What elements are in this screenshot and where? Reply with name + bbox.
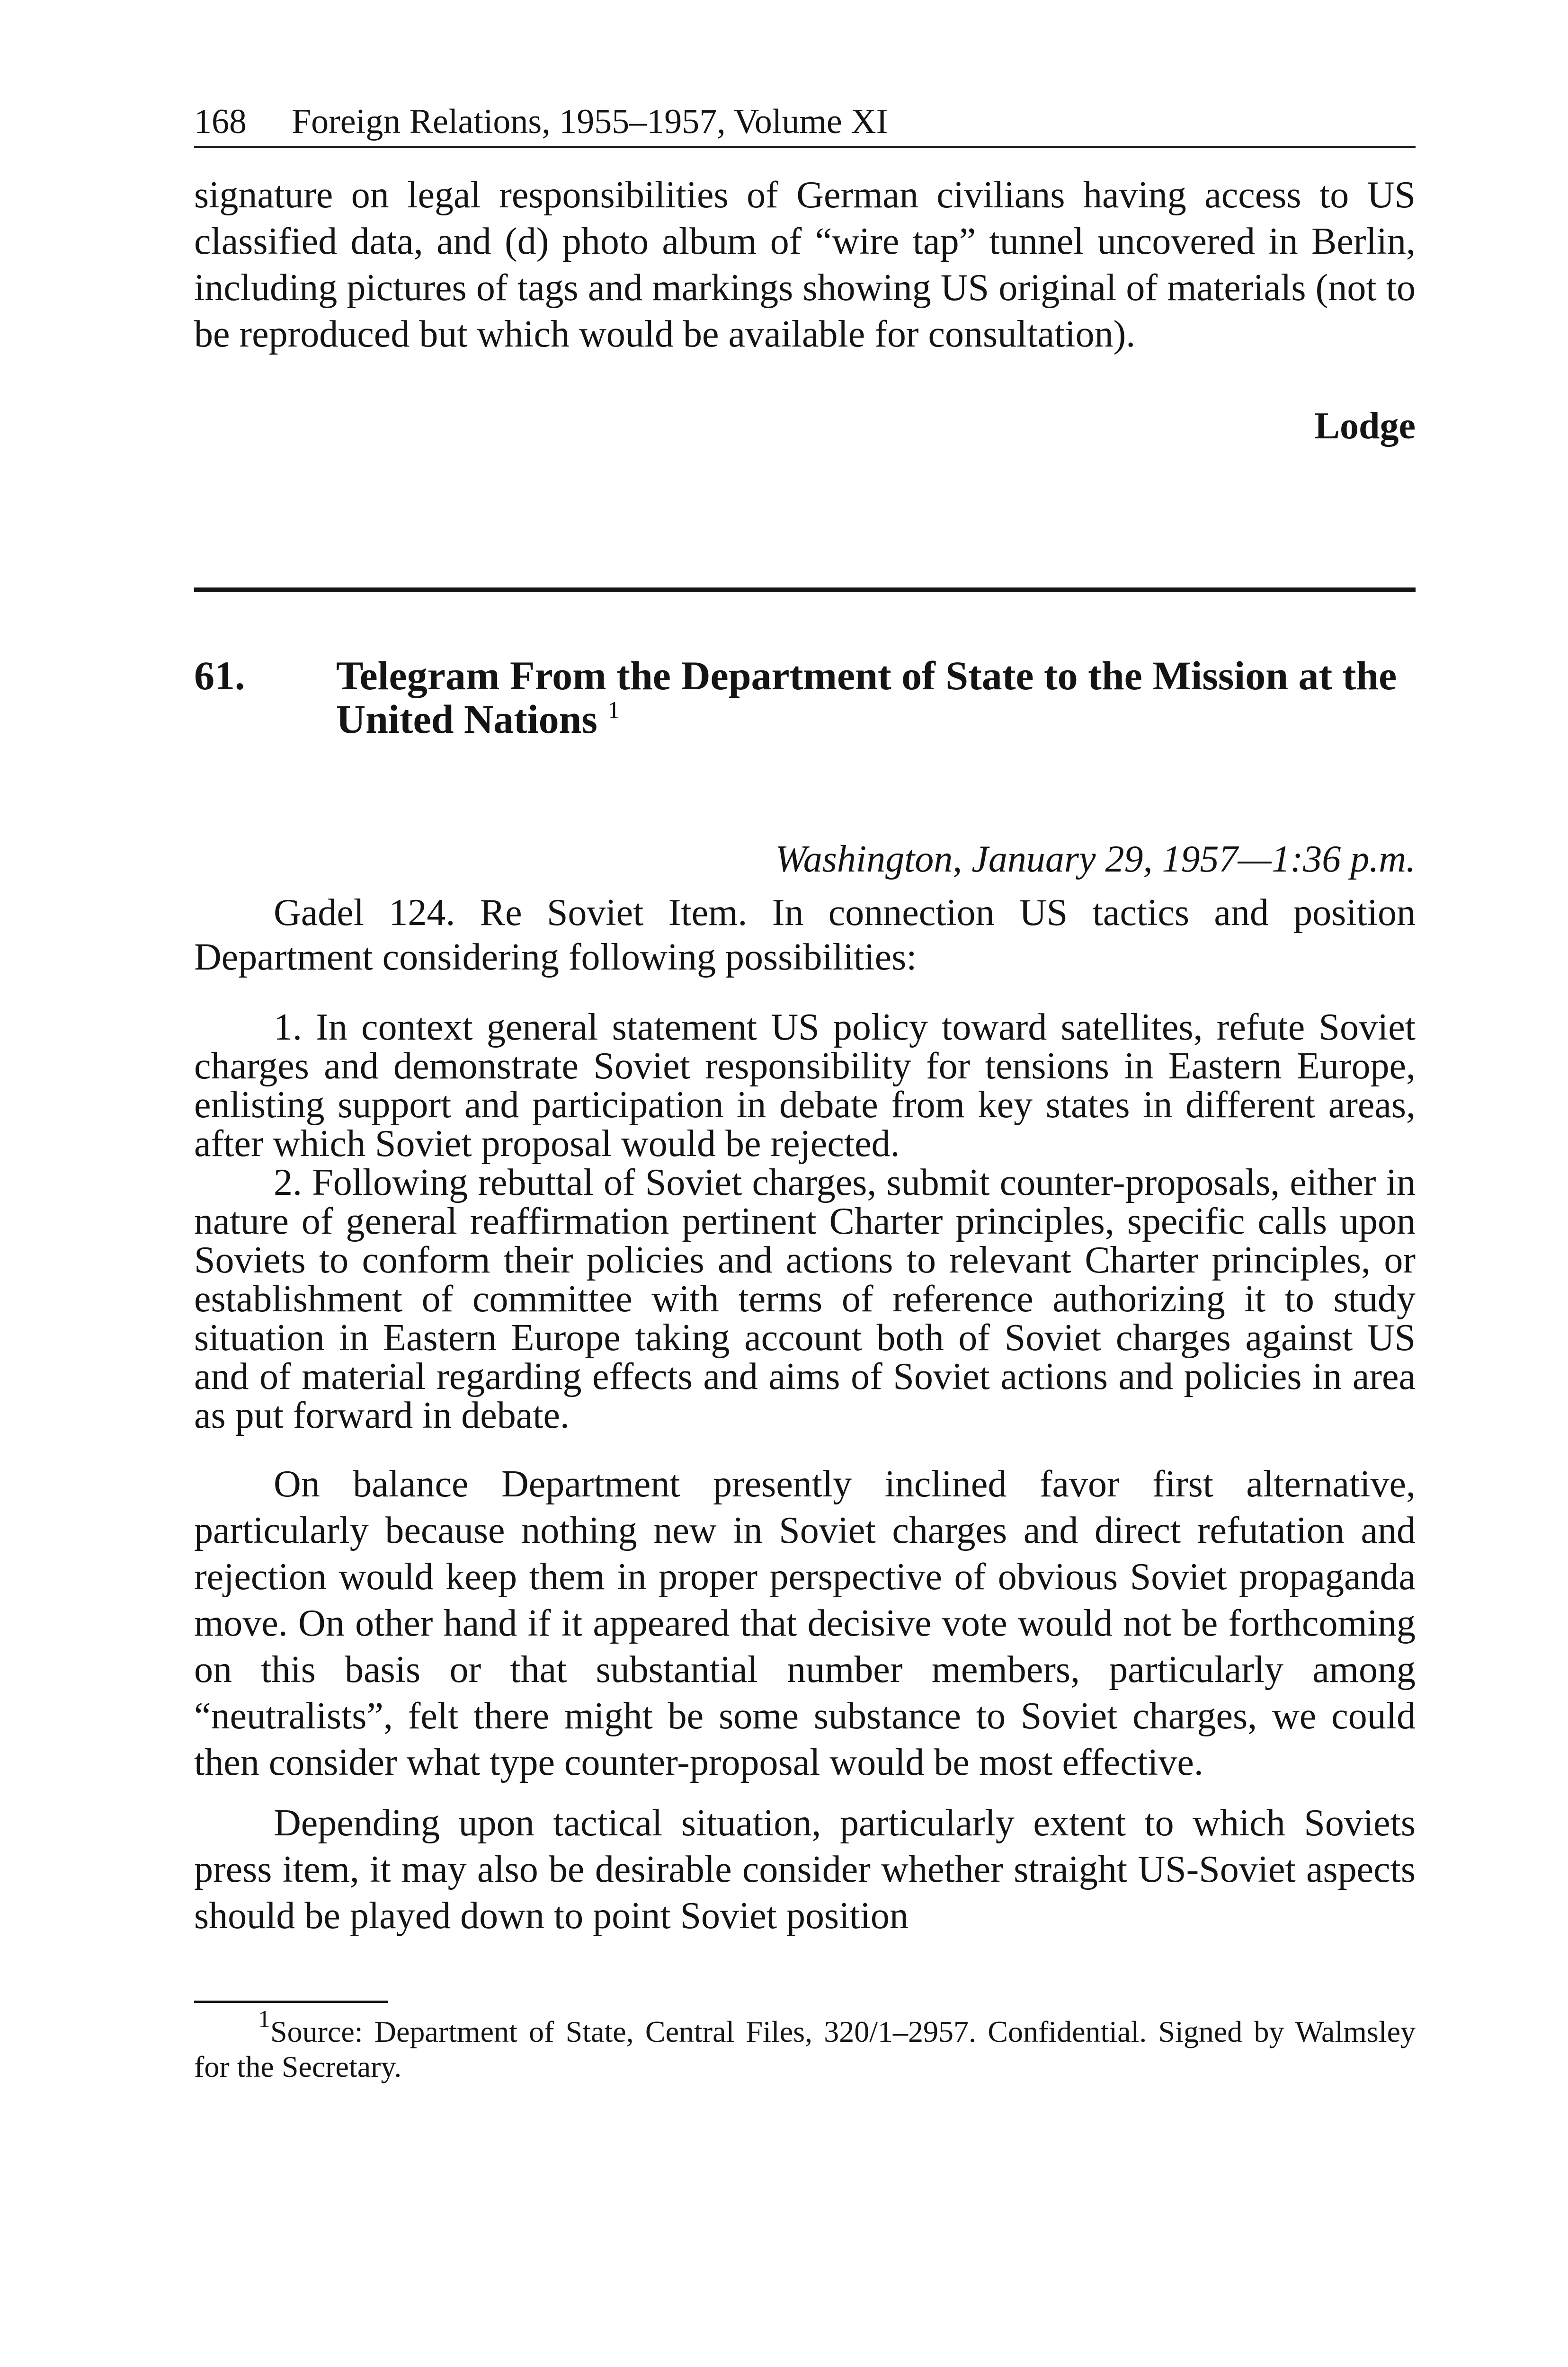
document-heading xyxy=(194,654,1416,741)
footnote-reference: 1 xyxy=(607,696,620,724)
page-number: 168 xyxy=(194,102,247,141)
footnote xyxy=(194,2005,1416,2084)
running-title: Foreign Relations, 1955–1957, Volume XI xyxy=(292,102,888,141)
footnote-rule xyxy=(194,2001,388,2003)
paragraph-option-2: 2. Following rebuttal of Soviet charges, submit counter-proposals, either in nature of general reaffirmation pertinent Charter principles, specific calls upon Soviets to conform their policies and actions to relevant Charter principles, or establishment of committee with terms of reference authorizing it to study situation in Eastern Europe taking account both of Soviet charges against US and of material regarding effects and aims of Soviet actions and policies in area as put forward in debate. xyxy=(194,1162,1416,1436)
footnote-marker: 1 xyxy=(258,2005,270,2033)
section-divider xyxy=(194,587,1416,592)
document-number: 61. xyxy=(194,653,245,698)
paragraph-tactical: Depending upon tactical situation, particularly extent to which Soviets press item, it may also be desirable consider whether straight US-Soviet aspects should be played down to point Soviet position xyxy=(194,1802,1416,1937)
paragraph-intro: Gadel 124. Re Soviet Item. In connection US tactics and position Department considering following possibilities: xyxy=(194,892,1416,978)
running-head xyxy=(194,104,1416,148)
document-page xyxy=(194,104,1416,2115)
document-title: Telegram From the Department of State to the Mission at the United Nations xyxy=(336,653,1397,742)
footnote-text: Source: Department of State, Central Files, 320/1–2957. Confidential. Signed by Walmsley for the Secretary. xyxy=(194,2015,1416,2083)
paragraph-option-1: 1. In context general statement US policy toward satellites, refute Soviet charges and demonstrate Soviet responsibility for tensions in Eastern Europe, enlisting support and participation in debate from key states in different areas, after which Soviet proposal would be rejected. xyxy=(194,1006,1416,1165)
paragraph-balance: On balance Department presently inclined favor first alternative, particularly because nothing new in Soviet charges and direct refutation and rejection would keep them in proper perspective of obvious Soviet propaganda move. On other hand if it appeared that decisive vote would not be forthcoming on this basis or that substantial number members, particularly among “neutralists”, felt there might be some substance to Soviet charges, we could then consider what type counter-proposal would be most effective. xyxy=(194,1463,1416,1783)
document-title-block xyxy=(336,654,1416,741)
dateline: Washington, January 29, 1957—1:36 p.m. xyxy=(775,838,1416,880)
signature: Lodge xyxy=(1314,405,1416,447)
continuation-paragraph: signature on legal responsibilities of German civilians having access to US classified data, and (d) photo album of “wire tap” tunnel uncovered in Berlin, including pictures of tags and markings showing US original of materials (not to be reproduced but which would be available for consultation). xyxy=(194,174,1416,355)
